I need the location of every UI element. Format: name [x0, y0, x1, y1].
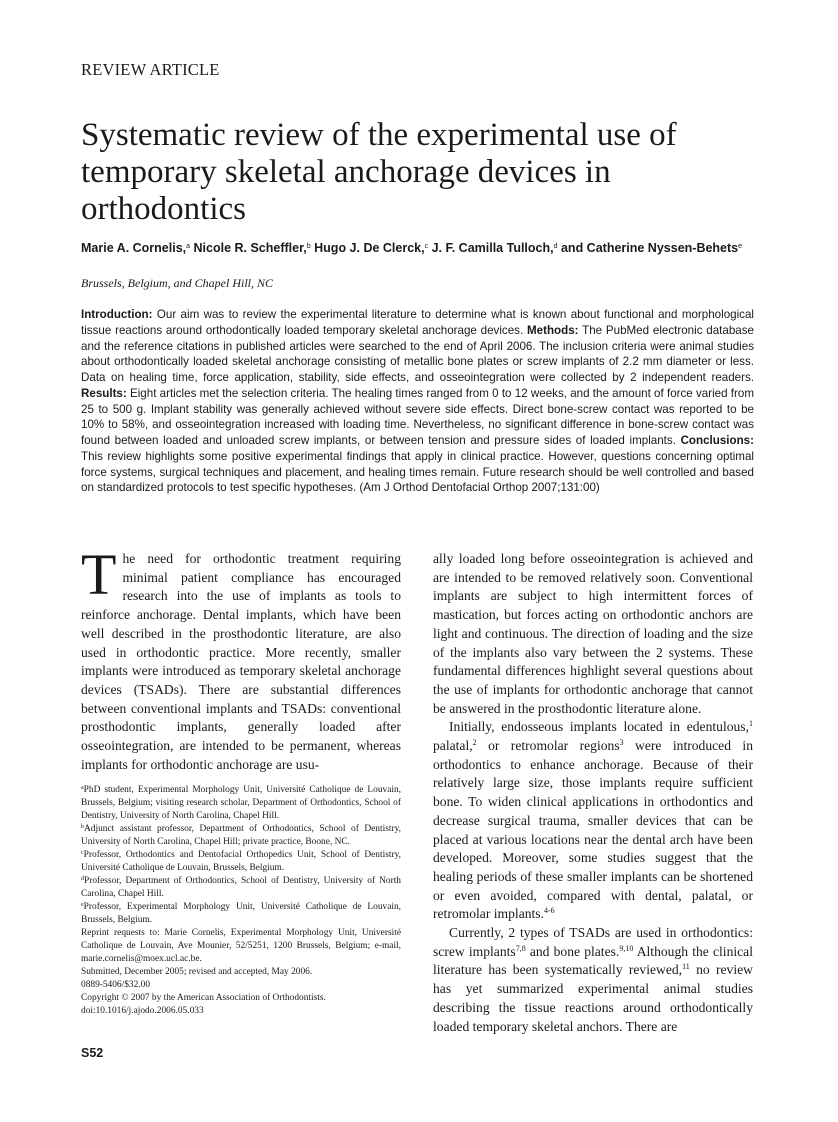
citation: 1	[749, 719, 753, 729]
footnotes	[81, 784, 401, 1018]
citation: 2	[472, 738, 477, 748]
footnote-text: Professor, Orthodontics and Dentofacial Orthopedics Unit, School of Dentistry, Université Catholique de Louvain, Brussels, Belgium.	[81, 850, 401, 873]
citation: 11	[682, 962, 690, 972]
article-title: Systematic review of the experimental use of temporary skeletal anchorage devices in orthodontics	[81, 117, 677, 227]
author: Hugo J. De Clerck,	[314, 241, 425, 255]
footnote	[81, 901, 401, 927]
text: or retromolar regions	[476, 738, 620, 754]
affiliation-mark: a	[186, 243, 191, 250]
paragraph	[433, 718, 753, 924]
text: and bone plates.	[525, 943, 620, 959]
footnote-mark: c	[81, 850, 84, 856]
article-type: REVIEW ARTICLE	[81, 60, 220, 79]
drop-cap: T	[81, 542, 117, 607]
paragraph-text: he need for orthodontic treatment requiring minimal patient compliance has encouraged research into the use of implants as tools to reinforce anchorage. Dental implants, which have been well described in the prosthodontic literature, are also used in orthodontic practice. More recently, smaller implants were introduced as temporary skeletal anchorage devices (TSADs). There are substantial differences between conventional implants and TSADs: conventional prosthodontic implants, generally loaded after osseointegration, are intended to be permanent, whereas implants for orthodontic anchorage are usu-	[81, 551, 401, 772]
footnote-mark: b	[81, 824, 84, 830]
footnote-mark: e	[81, 902, 84, 908]
affiliation-mark: e	[738, 243, 743, 250]
body-column-right	[433, 550, 753, 1036]
footnote	[81, 823, 401, 849]
footnote-text: Adjunct assistant professor, Department of Orthodontics, School of Dentistry, University of North Carolina, Chapel Hill; private practice, Boone, NC.	[81, 824, 401, 847]
copyright: Copyright © 2007 by the American Association of Orthodontists.	[81, 993, 326, 1003]
text: Currently, 2 types of TSADs are used in orthodontics: screw implants	[433, 925, 753, 959]
abstract	[81, 307, 754, 496]
text: Initially, endosseous implants located in edentulous,	[449, 719, 749, 735]
abstract-label: Methods:	[527, 323, 579, 337]
abstract-label: Introduction:	[81, 308, 153, 321]
affiliation-mark: b	[306, 243, 311, 250]
author: Marie A. Cornelis,	[81, 241, 187, 255]
reprint-requests: Reprint requests to: Marie Cornelis, Experimental Morphology Unit, Université Catholique de Louvain, Ave Mounier, 52/5251, 1200 Brussels, Belgium; e-mail, marie.cornelis@moex.ucl.ac.be.	[81, 928, 401, 964]
citation: 4-6	[544, 906, 555, 916]
doi: doi:10.1016/j.ajodo.2006.05.033	[81, 1006, 204, 1016]
paragraph	[433, 924, 753, 1036]
footnote-mark: a	[81, 785, 84, 791]
footnote-text: PhD student, Experimental Morphology Unit, Université Catholique de Louvain, Brussels, Belgium; visiting research scholar, Department of Orthodontics, School of Dentistry, University of North Carolina, Chapel Hill.	[81, 785, 401, 821]
footnote-text: Professor, Department of Orthodontics, School of Dentistry, University of North Carolina, Chapel Hill.	[81, 876, 401, 899]
author-location: Brussels, Belgium, and Chapel Hill, NC	[81, 276, 273, 290]
abstract-text: Eight articles met the selection criteria. The healing times ranged from 0 to 12 weeks, and the amount of force varied from 25 to 500 g. Implant stability was generally achieved without severe side effects. Direct bone-screw contact was reported to be 10% to 58%, and osseointegration increased with loading time. Nevertheless, no significant difference in bone-screw contact was found between loaded and unloaded screw implants, or between tension and pressure sides of loaded implants.	[81, 386, 754, 447]
abstract-label: Conclusions:	[680, 434, 754, 447]
text: Although the clinical literature has been systematically reviewed,	[433, 943, 753, 978]
text: were introduced in orthodontics to enhance anchorage. Because of their relatively large size, those implants require sufficient bone. To widen clinical applications in orthodontics and decrease surgical trauma, smaller devices that can be placed at various locations near the dental arch have been developed. Moreover, some studies suggest that the healing periods of these smaller implants can be shortened or even avoided, compared with dental, palatal, or retromolar implants.	[433, 738, 754, 922]
body-column-left	[81, 542, 401, 774]
citation: 9,10	[619, 943, 634, 953]
submission-dates: Submitted, December 2005; revised and accepted, May 2006.	[81, 967, 313, 977]
footnote-text: Professor, Experimental Morphology Unit, Université Catholique de Louvain, Brussels, Belgium.	[81, 902, 401, 925]
abstract-text: This review highlights some positive experimental findings that apply in clinical practice. However, questions concerning optimal force systems, surgical techniques and placement, and healing times remain. Future research should be well controlled and based on standardized protocols to test specific hypotheses. (Am J Orthod Dentofacial Orthop 2007;131:00)	[81, 449, 754, 495]
citation: 3	[619, 738, 624, 748]
abstract-text: Our aim was to review the experimental literature to determine what is known about functional and morphological tissue reactions around orthodontically loaded temporary skeletal anchorage devices.	[81, 308, 754, 337]
footnote	[81, 849, 401, 875]
author: Nicole R. Scheffler,	[193, 241, 307, 255]
issn-price: 0889-5406/$32.00	[81, 980, 151, 990]
author: J. F. Camilla Tulloch,	[431, 241, 554, 255]
author: and Catherine Nyssen-Behets	[560, 241, 739, 255]
page-number: S52	[81, 1046, 104, 1060]
footnote-mark: d	[81, 876, 84, 882]
author-list	[81, 240, 761, 257]
paragraph: ally loaded long before osseointegration is achieved and are intended to be removed relatively soon. Conventional implants are subject to high intermittent forces of mastication, but forces acting on orthodontic anchors are light and continuous. The direction of loading and the size of the implants also vary between the 2 systems. These fundamental differences highlight several questions about the use of implants for orthodontic anchorage that cannot be answered in the prosthodontic literature alone.	[433, 551, 753, 716]
text: no review has yet summarized experimental animal studies describing the tissue reactions around orthodontically loaded temporary skeletal anchors. There are	[433, 962, 753, 1034]
paragraph	[81, 542, 401, 774]
affiliation-mark: d	[553, 243, 558, 250]
text: palatal,	[433, 738, 473, 754]
footnote	[81, 875, 401, 901]
citation: 7,8	[515, 943, 526, 953]
abstract-label: Results:	[81, 386, 127, 400]
affiliation-mark: c	[424, 243, 429, 250]
abstract-text: The PubMed electronic database and the reference citations in published articles were searched to the end of April 2006. The inclusion criteria were animal studies about orthodontically loaded skeletal anchorage consisting of metallic bone plates or screw implants of 2.2 mm diameter or less. Data on healing time, force application, stability, side effects, and osseointegration were collected by 2 independent readers.	[81, 323, 754, 384]
footnote	[81, 784, 401, 823]
